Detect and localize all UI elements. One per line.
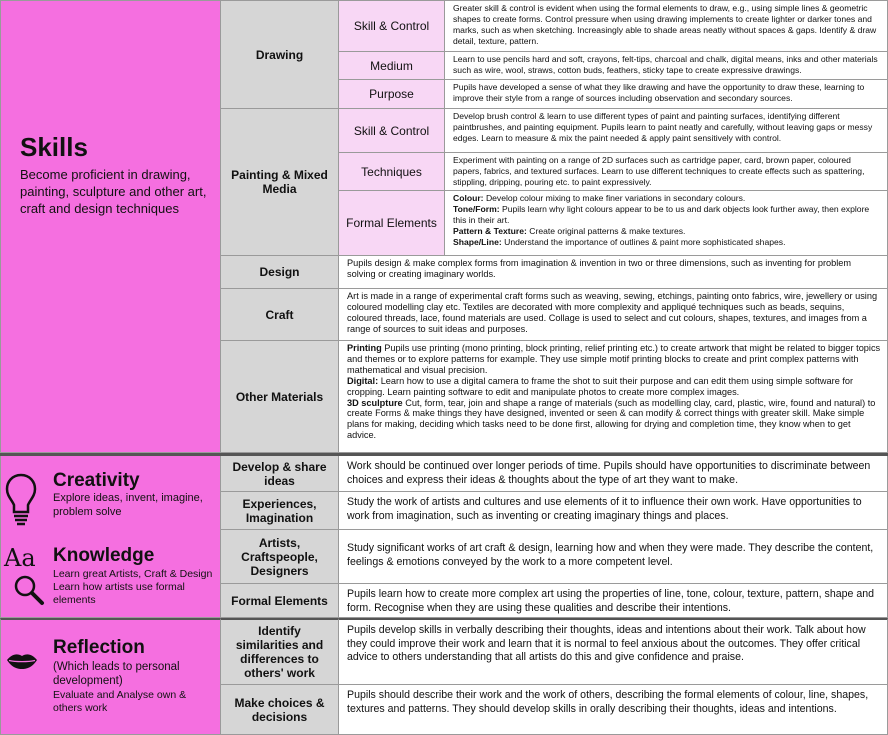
painting-skill-control-text: Develop brush control & learn to use different types of paint and painting surfaces, identifying different paintbrushes, and painting equipment. Pupils learn to paint neatly and carefully, without leaving gaps or messy edges. Learn to measure & mix the paint needed & apply paint sensitively with control. (445, 109, 888, 153)
reflection-subtitle: (Which leads to personal development) (53, 661, 180, 687)
craft-label: Craft (221, 289, 339, 341)
skills-title: Skills (20, 132, 88, 162)
identify-text: Pupils develop skills in verbally describing their thoughts, ideas and intentions about their work. Talk about how they could improve their work and learn that it is normal to feel anxious about the outcomes. They offer critical advice to others understanding that all artists do this and give confidence and praise. (339, 618, 888, 685)
drawing-label: Drawing (221, 0, 339, 109)
formal-pattern-line: Pattern & Texture: Create original patterns & make textures. (453, 226, 686, 236)
formal-colour-line: Colour: Develop colour mixing to make finer variations in secondary colours. (453, 193, 746, 203)
creativity-title: Creativity (53, 470, 140, 491)
artists-label: Artists, Craftspeople, Designers (221, 530, 339, 584)
drawing-skill-control-text: Greater skill & control is evident when using the formal elements to draw, e.g., using simple lines & geometric shapes to create forms. Control pressure when using drawing implements to create lighter or darker tones and marks, such as when sketching. Increasingly able to shade areas neatly without spaces & gaps. Identify & draw detail, texture, pattern. (445, 0, 888, 52)
craft-text: Art is made in a range of experimental craft forms such as weaving, sewing, etchings, painting onto fabrics, wire, jewellery or using coloured modelling clay etc. Textiles are decorated with more complexity and appliqué techniques such as beads, sequins, coloured threads, lace, found materials are used. Collage is used to select and cut colours, shapes, textures, and images from a range of sources to suit ideas and purposes. (339, 289, 888, 341)
painting-skill-control-label: Skill & Control (339, 109, 445, 153)
creativity-subtitle: Explore ideas, invent, imagine, problem solve (53, 492, 203, 518)
skills-subtitle: Become proficient in drawing, painting, sculpture and other art, craft and design techniques (20, 167, 207, 216)
knowledge-subtitle: Learn great Artists, Craft & Design Learn how artists use formal elements (53, 568, 213, 606)
printing-paragraph: Printing Pupils use printing (mono printing, block printing, relief printing etc.) to create artwork that might be related to bigger topics and themes or to explore patterns for example. They use simple motif printing blocks to create and print complex patterns with mathematical and visual precision. (347, 343, 881, 375)
identify-label: Identify similarities and differences to others' work (221, 618, 339, 685)
font-magnifier-icon: Aa (4, 544, 48, 608)
experiences-text: Study the work of artists and cultures and use elements of it to influence their own work. Have opportunities to work from imagination, such as inventing or creating imaginary things and places. (339, 492, 888, 530)
formal-elements-label: Formal Elements (221, 584, 339, 618)
develop-label: Develop & share ideas (221, 456, 339, 492)
experiences-label: Experiences, Imagination (221, 492, 339, 530)
develop-text: Work should be continued over longer periods of time. Pupils should have opportunities to discriminate between choices and express their ideas & thoughts about the type of art they want to make. (339, 456, 888, 492)
artists-text: Study significant works of art craft & design, learning how and when they were made. They describe the content, feelings & emotions conveyed by the work to a more competent level. (339, 530, 888, 584)
reflection-title: Reflection (53, 637, 145, 658)
drawing-purpose-label: Purpose (339, 80, 445, 109)
formal-elements-text: Pupils learn how to create more complex art using the properties of line, tone, colour, texture, pattern, shape and form. Recognise when they are using these qualities and describe their intentions. (339, 584, 888, 618)
painting-formal-elements-label: Formal Elements (339, 191, 445, 256)
painting-label: Painting & Mixed Media (221, 109, 339, 256)
lightbulb-icon (4, 472, 38, 528)
painting-formal-elements-text (445, 191, 888, 256)
design-text: Pupils design & make complex forms from imagination & invention in two or three dimensions, such as inventing for problem solving or creating imaginary worlds. (339, 256, 888, 289)
painting-techniques-label: Techniques (339, 153, 445, 191)
formal-tone-line: Tone/Form: Pupils learn why light colours appear to be to us and dark objects look further away, then explore this in their art. (453, 204, 870, 225)
other-materials-label: Other Materials (221, 341, 339, 453)
drawing-purpose-text: Pupils have developed a sense of what they like drawing and have the opportunity to draw these, learning to improve their style from a range of sources including observation and secondary sources. (445, 80, 888, 109)
digital-paragraph: Digital: Learn how to use a digital camera to frame the shot to suit their purpose and can edit them using simple software for cropping. Learn painting software to edit and manipulate photos to create more complex images. (347, 375, 854, 397)
formal-shape-line: Shape/Line: Understand the importance of outlines & paint more sophisticated shapes. (453, 237, 786, 247)
design-label: Design (221, 256, 339, 289)
skills-section (0, 0, 221, 453)
choices-label: Make choices & decisions (221, 685, 339, 735)
painting-techniques-text: Experiment with painting on a range of 2D surfaces such as cartridge paper, card, brown paper, coloured papers, fabrics, and textured surfaces. Learn to use different techniques to create effects such as spattering, stippling, dripping, pouring etc. to paint expressively. (445, 153, 888, 191)
sculpture-paragraph: 3D sculpture Cut, form, tear, join and shape a range of materials (such as modelling clay, card, plastic, wire, found and natural) to create Forms & make things they have designed, invented or seen & can modify & correct things with greater skill. Make simple plans for making, deciding which tasks need to be done first, allowing for drying and completion time, they know when to get advice. (347, 397, 876, 441)
choices-text: Pupils should describe their work and the work of others, describing the formal elements of colour, line, shapes, textures and patterns. They should develop skills in orally describing their thoughts, ideas and intentions. (339, 685, 888, 735)
knowledge-title: Knowledge (53, 545, 155, 566)
other-materials-text (339, 341, 888, 453)
drawing-skill-control-label: Skill & Control (339, 0, 445, 52)
drawing-medium-text: Learn to use pencils hard and soft, crayons, felt-tips, charcoal and chalk, digital means, inks and other materials such as wire, wool, straws, cotton buds, feathers, sticky tape to create expressive drawings. (445, 52, 888, 80)
reflection-evaluate: Evaluate and Analyse own & others work (53, 689, 187, 714)
drawing-medium-label: Medium (339, 52, 445, 80)
lips-icon (6, 652, 38, 670)
